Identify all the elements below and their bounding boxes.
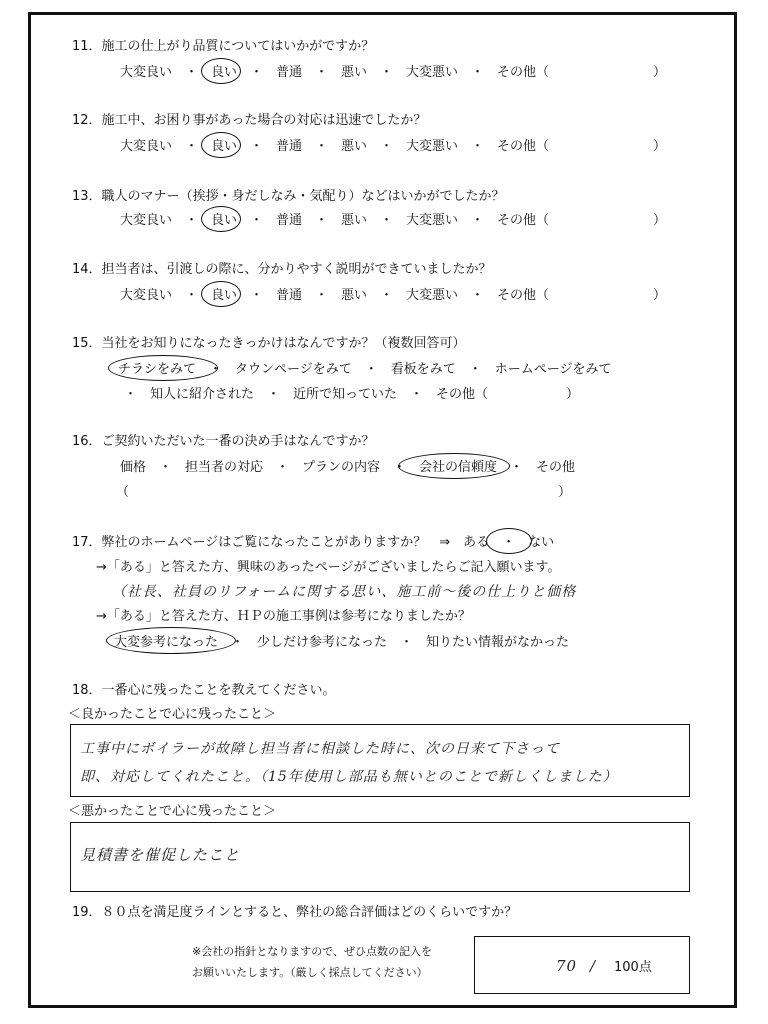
q15-question: 15．当社をお知りになったきっかけはなんですか？（複数回答可） — [72, 336, 466, 351]
q15-options-line1: チラシをみて ・ タウンページをみて ・ 看板をみて ・ ホームページをみて — [118, 362, 612, 377]
q16-options-line2: （ ） — [116, 485, 572, 500]
q18-question: 18．一番心に残ったことを教えてください。 — [72, 683, 336, 698]
q11-question: 11．施工の仕上がり品質についてはいかがですか？ — [72, 39, 375, 54]
q17-options: 大変参考になった ・ 少しだけ参考になった ・ 知りたい情報がなかった — [114, 635, 570, 650]
q13-question: 13．職人のマナー（挨拶・身だしなみ・気配り）などはいかがでしたか？ — [72, 189, 505, 204]
q17-sub1: →「ある」と答えた方、興味のあったページがございましたらご記入願います。 — [96, 560, 561, 575]
q17-answer-circle — [486, 528, 532, 554]
q16-answer-circle — [398, 453, 510, 479]
q15-options-line2: ・ 知人に紹介された ・ 近所で知っていた ・ その他（ ） — [124, 387, 580, 402]
q15-answer-circle — [108, 355, 218, 381]
q18-bad-label: ＜悪かったことで心に残ったこと＞ — [68, 804, 277, 819]
q16-question: 16．ご契約いただいた一番の決め手はなんですか？ — [72, 434, 375, 449]
q14-options: 大変良い ・ 良い ・ 普通 ・ 悪い ・ 大変悪い ・ その他（ ） — [120, 288, 667, 303]
q11-options: 大変良い ・ 良い ・ 普通 ・ 悪い ・ 大変悪い ・ その他（ ） — [120, 65, 667, 80]
q14-answer-circle — [201, 281, 241, 307]
q19-note-line1: ※会社の指針となりますので、ぜひ点数の記入を — [192, 945, 432, 958]
q13-answer-circle — [201, 206, 241, 232]
q18-bad-line1: 見積書を催促したこと — [80, 846, 241, 864]
q11-answer-circle — [201, 58, 241, 84]
q19-score: 70 — [556, 957, 578, 975]
q19-max: 100点 — [614, 960, 652, 975]
q17-question: 17．弊社のホームページはご覧になったことがありますか？ ⇒ ある ・ ない — [72, 535, 555, 550]
q14-question: 14．担当者は、引渡しの際に、分かりやすく説明ができていましたか？ — [72, 262, 492, 277]
q18-good-line1: 工事中にボイラーが故障し担当者に相談した時に、次の日来て下さって — [80, 741, 560, 757]
q17-handwritten-answer: （社長、社員のリフォームに関する思い、施工前～後の仕上りと価格 — [112, 584, 577, 600]
q18-good-line2: 即、対応してくれたこと。（15年使用し部品も無いとのことで新しくしました） — [80, 769, 618, 785]
q16-options-line1: 価格 ・ 担当者の対応 ・ プランの内容 ・ 会社の信頼度 ・ その他 — [120, 460, 576, 475]
q18-good-box — [70, 724, 690, 797]
q17-sub2: →「ある」と答えた方、ＨＰの施工事例は参考になりましたか？ — [96, 609, 471, 624]
q19-score-box — [474, 936, 690, 994]
q19-slash: / — [590, 957, 597, 975]
q18-good-label: ＜良かったことで心に残ったこと＞ — [68, 707, 277, 722]
q12-question: 12．施工中、お困り事があった場合の対応は迅速でしたか？ — [72, 113, 427, 128]
q12-answer-circle — [201, 132, 241, 158]
q12-options: 大変良い ・ 良い ・ 普通 ・ 悪い ・ 大変悪い ・ その他（ ） — [120, 139, 667, 154]
q19-question: 19．８０点を満足度ラインとすると、弊社の総合評価はどのくらいですか？ — [72, 905, 518, 920]
q17-sub-answer-circle — [106, 627, 236, 654]
q13-options: 大変良い ・ 良い ・ 普通 ・ 悪い ・ 大変悪い ・ その他（ ） — [120, 213, 667, 228]
q19-note-line2: お願いいたします。（厳しく採点してください） — [192, 966, 428, 979]
